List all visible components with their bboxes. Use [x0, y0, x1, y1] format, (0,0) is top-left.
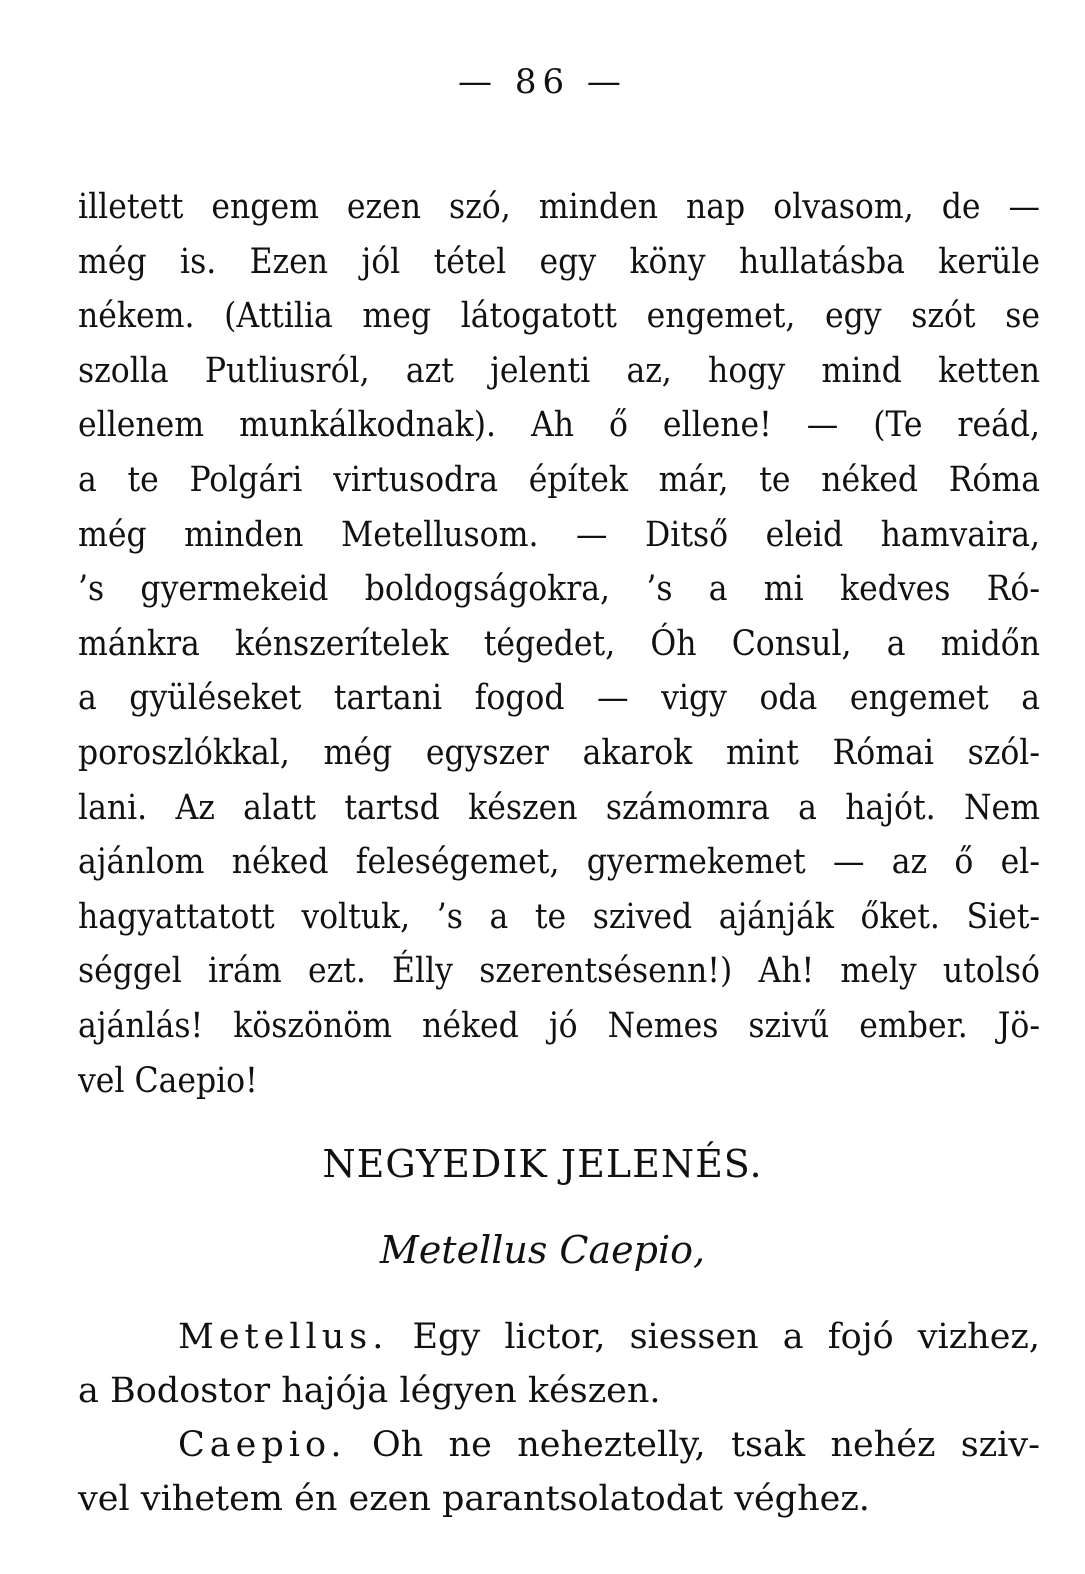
text-line: ’s gyermekeid boldogságokra, ’s a mi kedves Ró-: [78, 569, 1040, 610]
text-line: séggel irám ezt. Élly szerentsésenn!) Ah! mely utolsó: [78, 951, 1040, 992]
text-line: illetett engem ezen szó, minden nap olvasom, de —: [78, 187, 1040, 227]
text-line: a gyüléseket tartani fogod — vigy oda engemet a: [78, 678, 1040, 719]
text-line: vel Caepio!: [78, 1060, 258, 1101]
dialogue-line: [78, 1418, 1040, 1472]
body-text: [78, 180, 1040, 1108]
dialogue: [78, 1310, 1040, 1526]
text-line: a te Polgári virtusodra építek már, te néked Róma: [78, 459, 1040, 500]
text-line: ellenem munkálkodnak). Ah ő ellene! — (Te reád,: [78, 405, 1040, 446]
text-line: még is. Ezen jól tétel egy köny hullatásba kerüle: [78, 241, 1040, 282]
scene-characters: Metellus Caepio,: [379, 1228, 706, 1272]
text-line: még minden Metellusom. — Ditső eleid hamvaira,: [78, 514, 1040, 555]
text-line: nékem. (Attilia meg látogatott engemet, egy szót se: [78, 296, 1040, 337]
text-line: mánkra kénszerítelek tégedet, Óh Consul, a midőn: [78, 623, 1040, 664]
page-number: — 86 —: [458, 62, 627, 102]
speaker-name: Caepio.: [178, 1425, 347, 1465]
dialogue-line: vel vihetem én ezen parantsolatodat véghez.: [78, 1479, 870, 1519]
dialogue-line: a Bodostor hajója légyen készen.: [78, 1371, 661, 1411]
text-line: szolla Putliusról, azt jelenti az, hogy mind ketten: [78, 350, 1040, 391]
dialogue-text: Egy lictor, siessen a fojó vizhez,: [412, 1317, 1040, 1357]
text-line: ajánlom néked feleségemet, gyermekemet — az ő el-: [78, 842, 1040, 883]
scene-title: NEGYEDIK JELENÉS.: [322, 1142, 763, 1186]
text-line: lani. Az alatt tartsd készen számomra a hajót. Nem: [78, 787, 1040, 828]
text-line: poroszlókkal, még egyszer akarok mint Római szól-: [78, 732, 1040, 773]
speaker-name: Metellus.: [178, 1317, 389, 1357]
text-line: ajánlás! köszönöm néked jó Nemes szivű ember. Jö-: [78, 1005, 1040, 1046]
dialogue-text: Oh ne neheztelly, tsak nehéz sziv-: [371, 1425, 1040, 1465]
dialogue-line: [78, 1310, 1040, 1364]
text-line: hagyattatott voltuk, ’s a te szived ajánják őket. Siet-: [78, 896, 1040, 937]
